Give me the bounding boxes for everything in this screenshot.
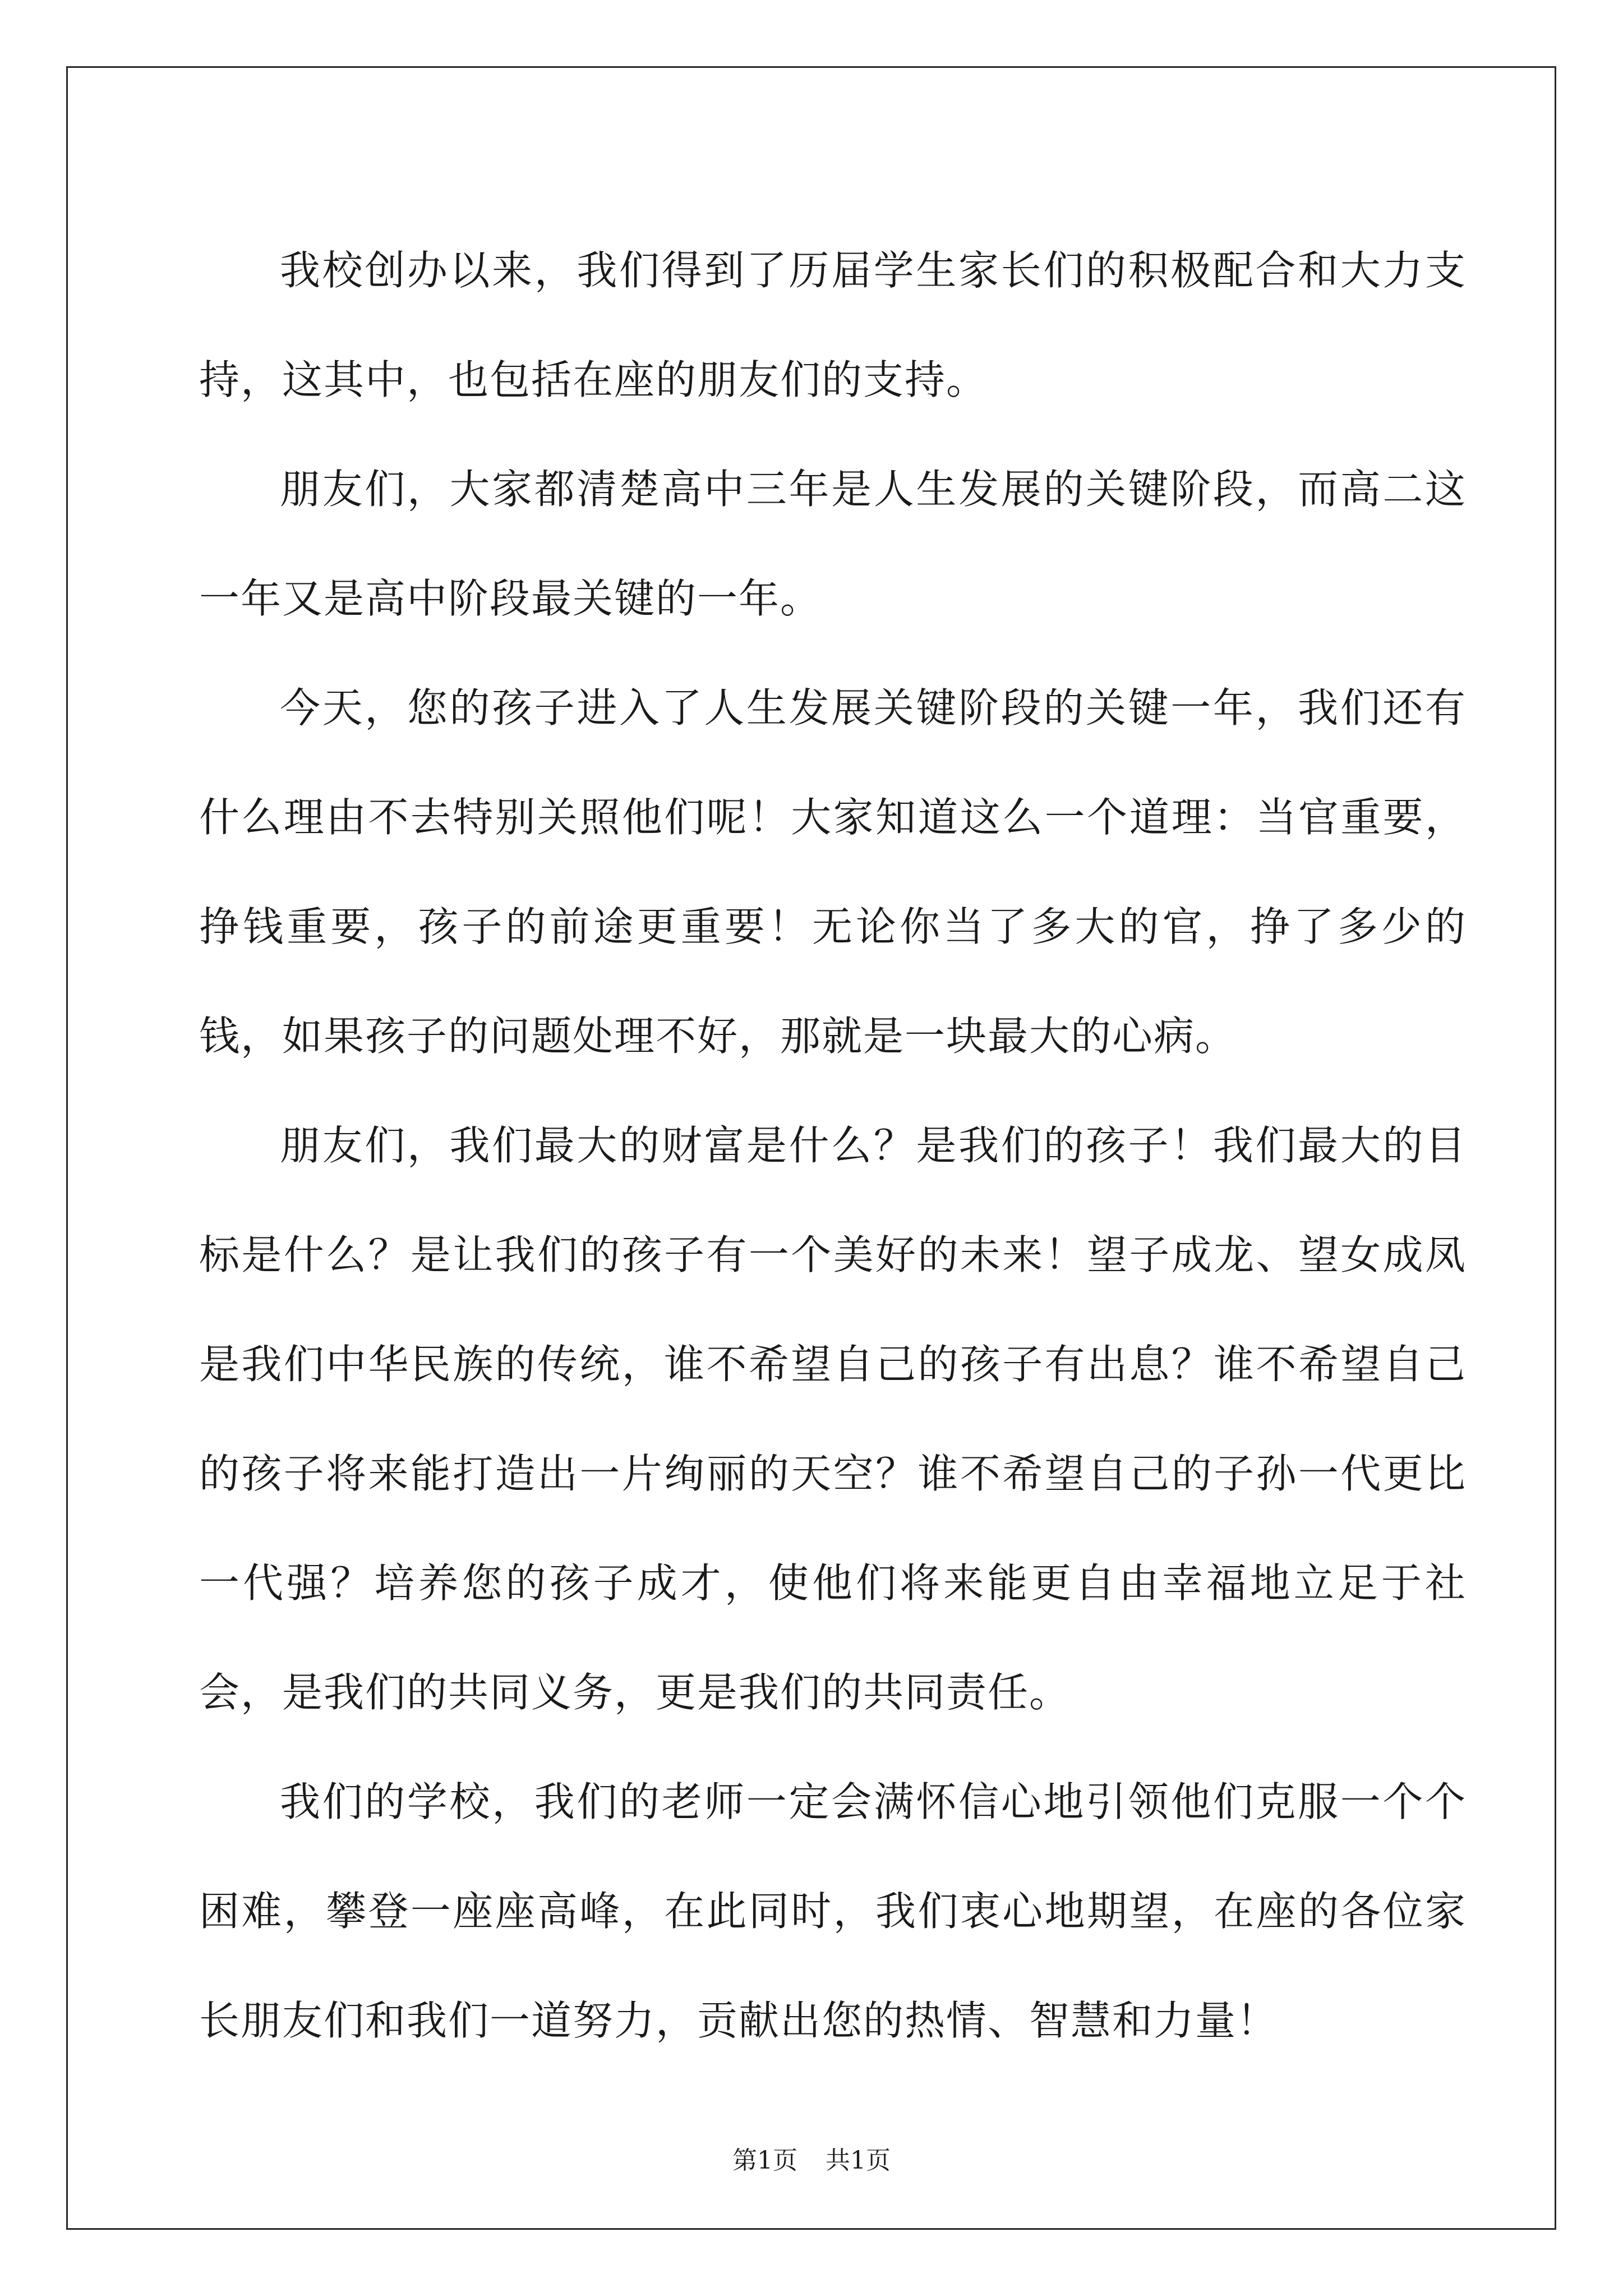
paragraph-4: 朋友们，我们最大的财富是什么？是我们的孩子！我们最大的目标是什么？是让我们的孩子有一个美好的未来！望子成龙、望女成凤是我们中华民族的传统，谁不希望自己的孩子有出息？谁不希望自己的孩子将来能打造出一片绚丽的天空？谁不希望自己的子孙一代更比一代强？培养您的孩子成才，使他们将来能更自由幸福地立足于社会，是我们的共同义务，更是我们的共同责任。 — [199, 1122, 1467, 1716]
document-body — [199, 216, 1467, 2076]
paragraph-2: 朋友们，大家都清楚高中三年是人生发展的关键阶段，而高二这一年又是高中阶段最关键的一年。 — [199, 466, 1467, 622]
paragraph-5: 我们的学校，我们的老师一定会满怀信心地引领他们克服一个个困难，攀登一座座高峰，在此同时，我们衷心地期望，在座的各位家长朋友们和我们一道努力，贡献出您的热情、智慧和力量！ — [199, 1778, 1467, 2044]
page-total: 共1页 — [826, 2146, 891, 2175]
page-number: 第1页 — [732, 2146, 797, 2175]
paragraph-3: 今天，您的孩子进入了人生发展关键阶段的关键一年，我们还有什么理由不去特别关照他们呢！大家知道这么一个道理：当官重要，挣钱重要，孩子的前途更重要！无论你当了多大的官，挣了多少的钱，如果孩子的问题处理不好，那就是一块最大的心病。 — [199, 684, 1467, 1060]
paragraph-1: 我校创办以来，我们得到了历届学生家长们的积极配合和大力支持，这其中，也包括在座的朋友们的支持。 — [199, 247, 1467, 403]
page-footer — [0, 2140, 1623, 2176]
